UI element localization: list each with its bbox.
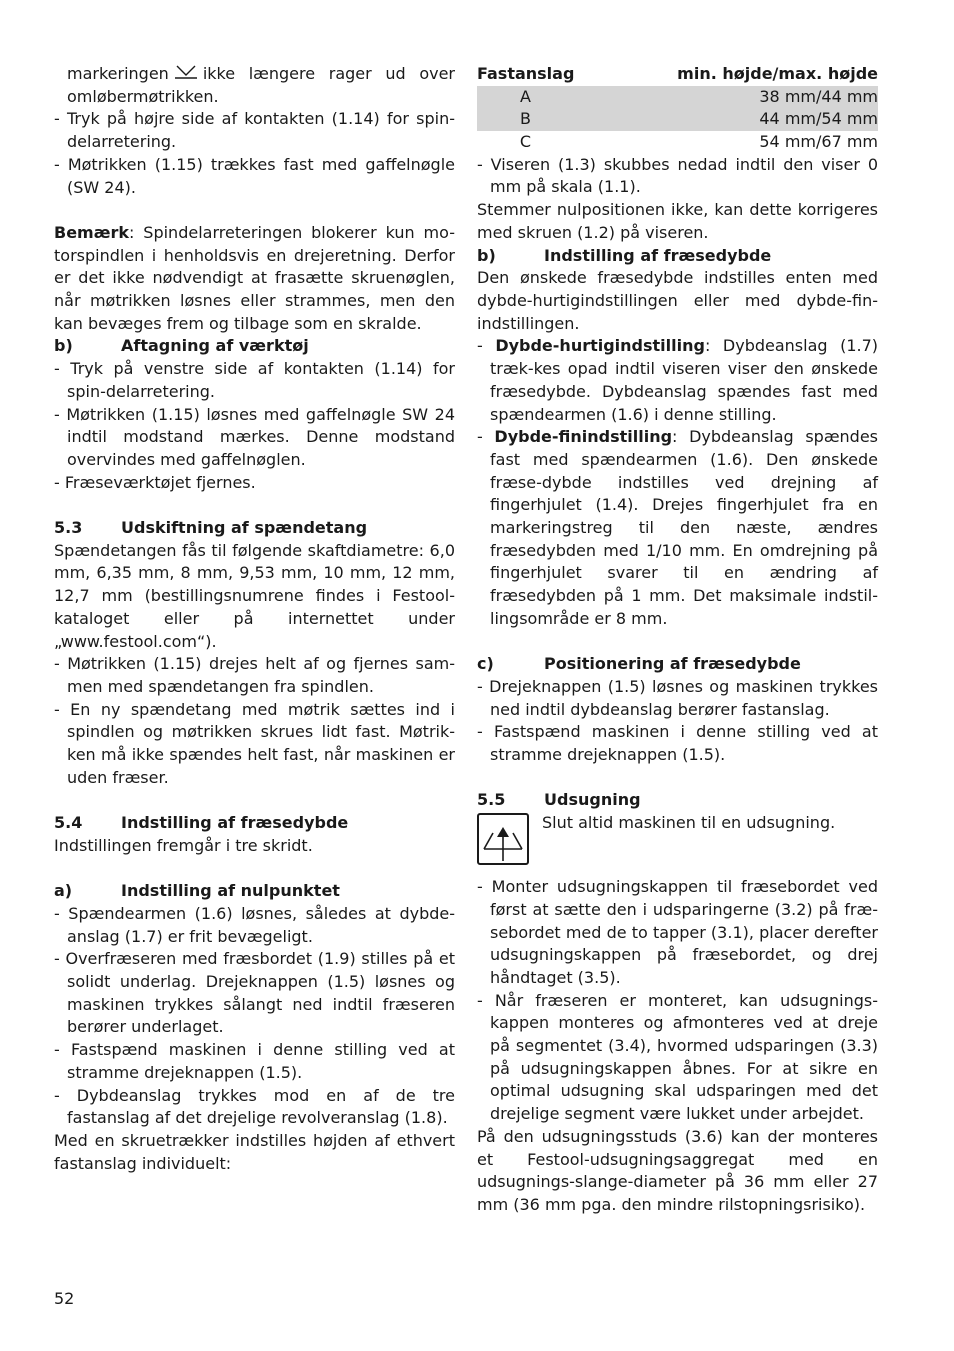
list-item: - Tryk på venstre side af kontakten (1.14) for spin-delarretering. xyxy=(54,358,455,403)
paragraph: Stemmer nulpositionen ikke, kan dette korrigeres med skruen (1.2) på viseren. xyxy=(477,200,878,242)
paragraph: Spændetangen fås til følgende skaftdiametre: 6,0 mm, 6,35 mm, 8 mm, 9,53 mm, 10 mm, 12 mm, 12,7 mm (bestillingsnumrene findes i Festool-kataloget eller på internettet under „www.festool.com“). xyxy=(54,540,455,651)
table-header: Fastanslag min. højde/max. højde xyxy=(477,64,878,83)
list-item: - Drejeknappen (1.5) løsnes og maskinen trykkes ned indtil dybdeanslag berører fastanslag. xyxy=(477,676,878,721)
heading-5-4: 5.4 Indstilling af fræsedybde xyxy=(54,813,349,833)
list-item: - Spændearmen (1.6) løsnes, således at dybde-anslag (1.7) er frit bevægeligt. xyxy=(54,903,455,948)
list-item: - Fastspænd maskinen i denne stilling ved at stramme drejeknappen (1.5). xyxy=(54,1039,455,1084)
paragraph: Indstillingen fremgår i tre skridt. xyxy=(54,835,313,855)
heading-c: c) Positionering af fræsedybde xyxy=(477,654,801,674)
marking-symbol-icon xyxy=(173,64,199,80)
list-item: - Møtrikken (1.15) trækkes fast med gaffelnøgle (SW 24). xyxy=(54,154,455,199)
list-item: - Møtrikken (1.15) drejes helt af og fjernes sam-men med spændetangen fra spindlen. xyxy=(54,653,455,698)
list-item: - Fræseværktøjet fjernes. xyxy=(54,472,455,495)
list-item: - Når fræseren er monteret, kan udsugnings-kappen monteres og afmonteres ved at dreje på segmentet (3.4), hvormed udsparingen (3.3) på udsugningskappen åbnes. For at sikre en optimal udsugning skal udsparingen med det drejelige segment være lukket under arbejdet. xyxy=(477,990,878,1126)
table-row: B 44 mm/54 mm xyxy=(477,108,878,131)
list-item: - Monter udsugningskappen til fræsebordet ved først at sætte den i udsparingerne (3.2) på fræ-sebordet med de to tapper (3.1), placer derefter udsugningskappen på fræsebordet, og drej håndtaget (3.5). xyxy=(477,876,878,990)
stop-table xyxy=(477,63,878,154)
list-item: - Fastspænd maskinen i denne stilling ved at stramme drejeknappen (1.5). xyxy=(477,721,878,766)
paragraph: Den ønskede fræsedybde indstilles enten med dybde-hurtigindstillingen eller med dybde-fin-indstillingen. xyxy=(477,268,878,333)
list-item: - Tryk på højre side af kontakten (1.14) for spin-delarretering. xyxy=(54,108,455,153)
list-item: - Dybde-finindstilling: Dybdeanslag spændes fast med spændearmen (1.6). Den ønskede fræse-dybde indstilles ved drejning af fingerhjulet (1.4). Drejes fingerhjulet fra en markeringstreg til den næste, ændres fræsedybden med 1/10 mm. En omdrejning på fingerhjulet svarer til en ændring af fræsedybden på 1 mm. Det maksimale indstil-lingsområde er 8 mm. xyxy=(477,426,878,630)
extraction-notice xyxy=(477,812,878,865)
table-row: A 38 mm/44 mm xyxy=(477,86,878,109)
right-column xyxy=(477,63,878,1217)
note-paragraph: Bemærk: Spindelarreteringen blokerer kun mo-torspindlen i henholdsvis en drejeretning. Derfor er det ikke nødvendigt at frasætte skruenøglen, når møtrikken løsnes eller strammes, men den kan bevæges frem og tilbage som en skralde. xyxy=(54,222,455,333)
list-item: - Viseren (1.3) skubbes nedad indtil den viser 0 mm på skala (1.1). xyxy=(477,154,878,199)
paragraph: Med en skruetrækker indstilles højden af ethvert fastanslag individuelt: xyxy=(54,1130,455,1173)
list-item: - Møtrikken (1.15) løsnes med gaffelnøgle SW 24 indtil modstand mærkes. Denne modstand overvindes med gaffelnøglen. xyxy=(54,404,455,472)
page-number: 52 xyxy=(54,1289,75,1308)
list-item: - Overfræseren med fræsbordet (1.9) stilles på et solidt underlag. Drejeknappen (1.5) løsnes og maskinen trykkes sålangt ned indtil fræseren berører underlaget. xyxy=(54,948,455,1039)
heading-b: b) Aftagning af værktøj xyxy=(54,336,309,356)
table-row: C 54 mm/67 mm xyxy=(519,132,878,152)
left-column xyxy=(54,63,455,1175)
heading-b: b) Indstilling af fræsedybde xyxy=(477,245,772,265)
list-item: - En ny spændetang med møtrik sættes ind i spindlen og møtrikken skrues lidt fast. Møtrik-ken må ikke spændes helt fast, når maskinen er uden fræser. xyxy=(54,699,455,790)
heading-5-5: 5.5 Udsugning xyxy=(477,790,641,810)
dust-extraction-icon xyxy=(477,813,529,865)
list-item: - Dybdeanslag trykkes mod en af de tre fastanslag af det drejelige revolveranslag (1.8). xyxy=(54,1085,455,1130)
extraction-notice-text: Slut altid maskinen til en udsugning. xyxy=(542,813,836,833)
list-item: - Dybde-hurtigindstilling: Dybdeanslag (1.7) træk-kes opad indtil viseren viser den ønskede fræsedybde. Dybdeanslag spændes fast med spændearmen (1.6) i denne stilling. xyxy=(477,335,878,426)
heading-5-3: 5.3 Udskiftning af spændetang xyxy=(54,518,368,538)
paragraph: På den udsugningsstuds (3.6) kan der monteres et Festool-udsugningsaggregat med en udsugnings-slange-diameter på 36 mm eller 27 mm (36 mm pga. den mindre rilstopningsrisiko). xyxy=(477,1126,878,1214)
heading-a: a) Indstilling af nulpunktet xyxy=(54,881,340,901)
paragraph-marking: markeringen ikke længere rager ud over omløbermøtrikken. xyxy=(67,64,455,106)
